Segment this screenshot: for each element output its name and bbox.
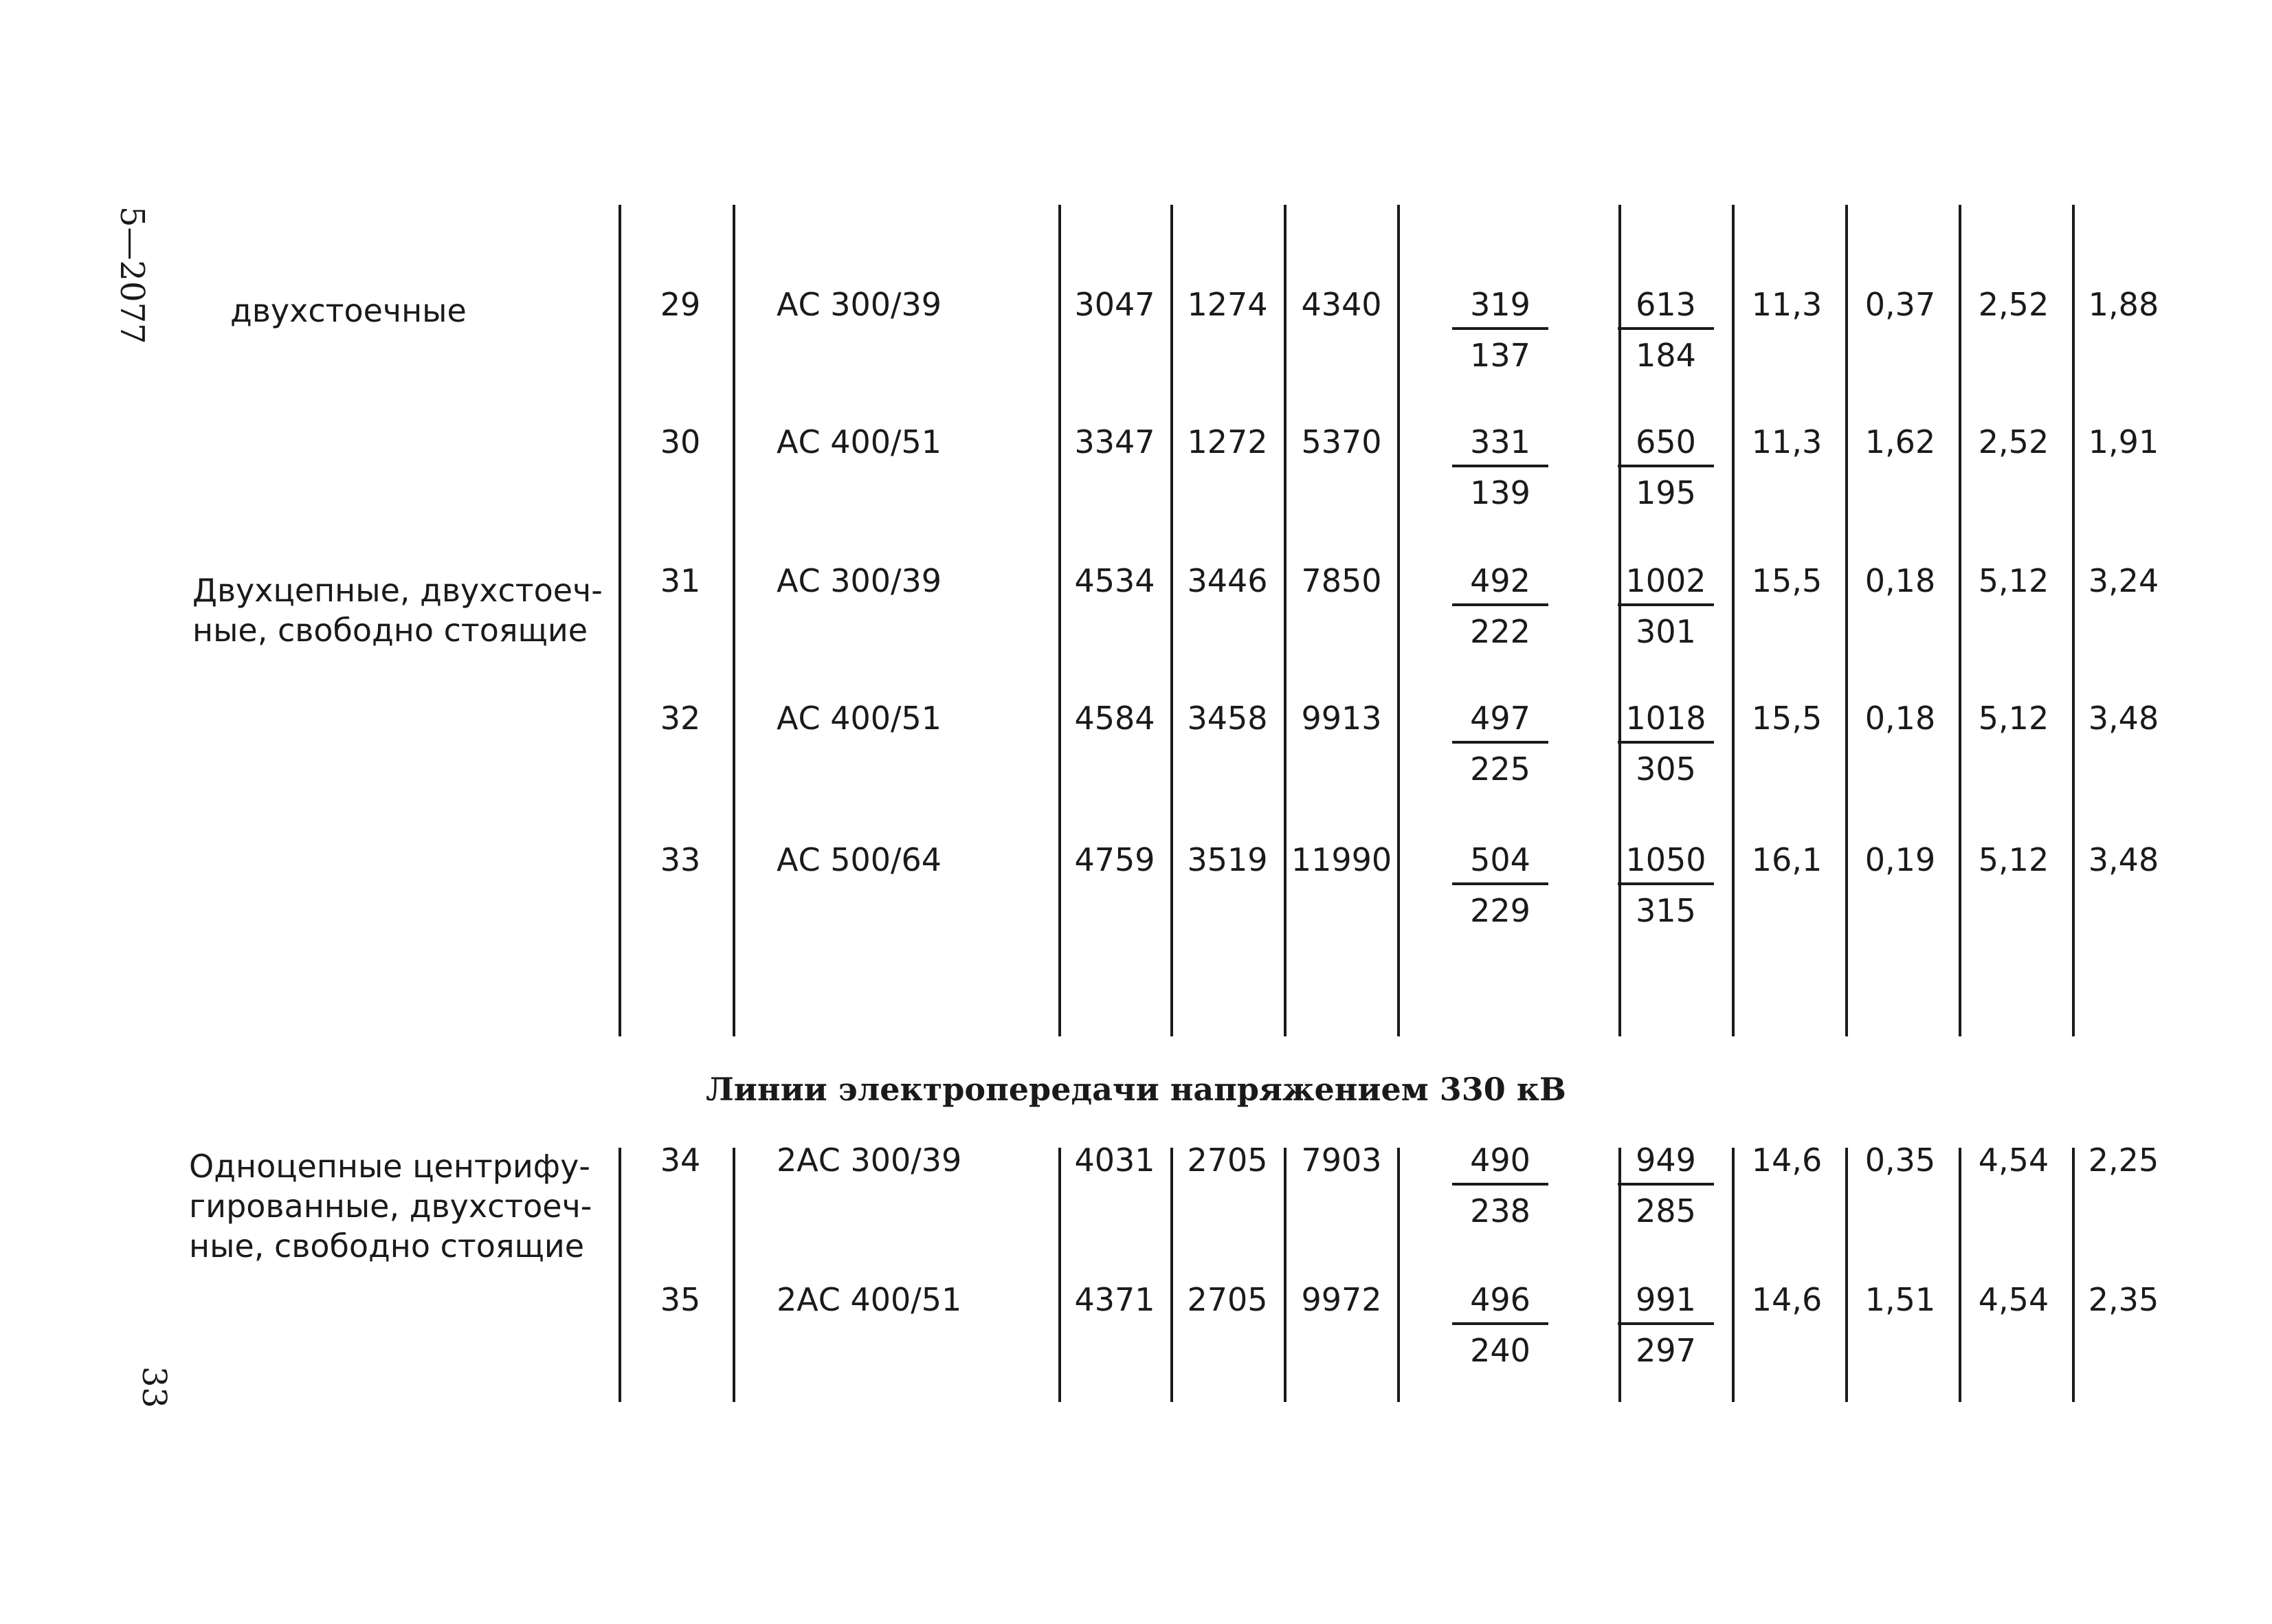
cell-c7: 3,24 bbox=[2088, 562, 2159, 599]
cell-c4: 15,5 bbox=[1751, 700, 1823, 737]
cell-c7: 1,88 bbox=[2088, 286, 2159, 323]
group-label: двухстоечные bbox=[230, 292, 467, 329]
fraction-numerator: 497 bbox=[1452, 702, 1548, 744]
cell-c1: 4031 bbox=[1074, 1142, 1155, 1179]
fraction-f1 bbox=[1452, 423, 1548, 511]
cell-c5: 0,37 bbox=[1864, 286, 1936, 323]
cell-wire: АС 300/39 bbox=[777, 562, 942, 599]
cell-no: 30 bbox=[660, 423, 701, 460]
column-rule bbox=[1845, 1148, 1848, 1402]
fraction-numerator: 991 bbox=[1618, 1284, 1714, 1325]
cell-c7: 3,48 bbox=[2088, 700, 2159, 737]
page-number: 33 bbox=[135, 1366, 173, 1409]
fraction-denominator: 301 bbox=[1636, 613, 1696, 650]
cell-c6: 4,54 bbox=[1978, 1142, 2049, 1179]
cell-c2: 3446 bbox=[1187, 562, 1268, 599]
cell-c4: 15,5 bbox=[1751, 562, 1823, 599]
margin-code: 5—2077 bbox=[113, 206, 151, 344]
fraction-denominator: 238 bbox=[1470, 1192, 1530, 1230]
cell-no: 35 bbox=[660, 1281, 701, 1318]
column-rule bbox=[619, 205, 621, 1036]
fraction-numerator: 613 bbox=[1618, 289, 1714, 330]
cell-c2: 1272 bbox=[1187, 423, 1268, 460]
fraction-denominator: 184 bbox=[1636, 337, 1696, 374]
cell-wire: АС 500/64 bbox=[777, 841, 942, 878]
cell-c2: 2705 bbox=[1187, 1142, 1268, 1179]
column-rule bbox=[733, 205, 735, 1036]
column-rule bbox=[1732, 1148, 1735, 1402]
fraction-numerator: 492 bbox=[1452, 565, 1548, 606]
cell-c1: 3047 bbox=[1074, 286, 1155, 323]
column-rule bbox=[733, 1148, 735, 1402]
cell-c1: 3347 bbox=[1074, 423, 1155, 460]
column-rule bbox=[1170, 205, 1173, 1036]
column-rule bbox=[1959, 205, 1961, 1036]
cell-c4: 16,1 bbox=[1751, 841, 1823, 878]
fraction-f2 bbox=[1618, 286, 1714, 374]
fraction-f1 bbox=[1452, 700, 1548, 788]
fraction-f2 bbox=[1618, 562, 1714, 650]
fraction-f1 bbox=[1452, 1281, 1548, 1369]
cell-c6: 5,12 bbox=[1978, 562, 2049, 599]
column-rule bbox=[2072, 205, 2075, 1036]
fraction-denominator: 315 bbox=[1636, 892, 1696, 929]
cell-c4: 14,6 bbox=[1751, 1281, 1823, 1318]
fraction-f2 bbox=[1618, 1142, 1714, 1230]
cell-c6: 2,52 bbox=[1978, 286, 2049, 323]
cell-no: 31 bbox=[660, 562, 701, 599]
cell-wire: 2АС 300/39 bbox=[777, 1142, 962, 1179]
fraction-denominator: 297 bbox=[1636, 1332, 1696, 1369]
column-rule bbox=[1959, 1148, 1961, 1402]
fraction-f1 bbox=[1452, 1142, 1548, 1230]
cell-c2: 2705 bbox=[1187, 1281, 1268, 1318]
cell-c7: 3,48 bbox=[2088, 841, 2159, 878]
cell-c4: 14,6 bbox=[1751, 1142, 1823, 1179]
cell-wire: АС 400/51 bbox=[777, 423, 942, 460]
cell-c1: 4584 bbox=[1074, 700, 1155, 737]
cell-c3: 7850 bbox=[1301, 562, 1382, 599]
cell-c3: 9913 bbox=[1301, 700, 1382, 737]
cell-c5: 0,18 bbox=[1864, 700, 1936, 737]
cell-c3: 11990 bbox=[1291, 841, 1392, 878]
fraction-denominator: 285 bbox=[1636, 1192, 1696, 1230]
cell-no: 34 bbox=[660, 1142, 701, 1179]
fraction-numerator: 490 bbox=[1452, 1144, 1548, 1186]
cell-c6: 5,12 bbox=[1978, 841, 2049, 878]
section-title: Линии электропередачи напряжением 330 кВ bbox=[706, 1071, 1566, 1108]
cell-c3: 7903 bbox=[1301, 1142, 1382, 1179]
fraction-denominator: 222 bbox=[1470, 613, 1530, 650]
cell-wire: 2АС 400/51 bbox=[777, 1281, 962, 1318]
fraction-numerator: 1002 bbox=[1618, 565, 1714, 606]
column-rule bbox=[1058, 1148, 1061, 1402]
group-label: Одноцепные центрифу- гированные, двухстоеч- ные, свободно стоящие bbox=[189, 1148, 592, 1265]
fraction-numerator: 504 bbox=[1452, 844, 1548, 885]
fraction-numerator: 496 bbox=[1452, 1284, 1548, 1325]
cell-c5: 1,51 bbox=[1864, 1281, 1936, 1318]
fraction-f1 bbox=[1452, 841, 1548, 929]
cell-c7: 1,91 bbox=[2088, 423, 2159, 460]
fraction-numerator: 319 bbox=[1452, 289, 1548, 330]
fraction-f2 bbox=[1618, 700, 1714, 788]
cell-c7: 2,35 bbox=[2088, 1281, 2159, 1318]
cell-c5: 0,19 bbox=[1864, 841, 1936, 878]
fraction-numerator: 1018 bbox=[1618, 702, 1714, 744]
cell-wire: АС 400/51 bbox=[777, 700, 942, 737]
fraction-numerator: 949 bbox=[1618, 1144, 1714, 1186]
cell-c2: 1274 bbox=[1187, 286, 1268, 323]
cell-c6: 5,12 bbox=[1978, 700, 2049, 737]
cell-c2: 3458 bbox=[1187, 700, 1268, 737]
fraction-f2 bbox=[1618, 1281, 1714, 1369]
column-rule bbox=[2072, 1148, 2075, 1402]
column-rule bbox=[1397, 1148, 1400, 1402]
fraction-numerator: 331 bbox=[1452, 426, 1548, 467]
column-rule bbox=[619, 1148, 621, 1402]
cell-c4: 11,3 bbox=[1751, 423, 1823, 460]
fraction-denominator: 229 bbox=[1470, 892, 1530, 929]
column-rule bbox=[1845, 205, 1848, 1036]
cell-no: 33 bbox=[660, 841, 701, 878]
fraction-denominator: 240 bbox=[1470, 1332, 1530, 1369]
cell-wire: АС 300/39 bbox=[777, 286, 942, 323]
cell-c3: 4340 bbox=[1301, 286, 1382, 323]
fraction-f1 bbox=[1452, 562, 1548, 650]
cell-c5: 0,35 bbox=[1864, 1142, 1936, 1179]
cell-c3: 9972 bbox=[1301, 1281, 1382, 1318]
column-rule bbox=[1397, 205, 1400, 1036]
cell-c1: 4371 bbox=[1074, 1281, 1155, 1318]
fraction-f2 bbox=[1618, 841, 1714, 929]
cell-c1: 4759 bbox=[1074, 841, 1155, 878]
cell-c5: 1,62 bbox=[1864, 423, 1936, 460]
column-rule bbox=[1284, 1148, 1287, 1402]
cell-c6: 2,52 bbox=[1978, 423, 2049, 460]
cell-c4: 11,3 bbox=[1751, 286, 1823, 323]
fraction-f2 bbox=[1618, 423, 1714, 511]
column-rule bbox=[1170, 1148, 1173, 1402]
cell-c2: 3519 bbox=[1187, 841, 1268, 878]
group-label: Двухцепные, двухстоеч- ные, свободно стоящие bbox=[192, 572, 603, 649]
column-rule bbox=[1732, 205, 1735, 1036]
fraction-denominator: 137 bbox=[1470, 337, 1530, 374]
column-rule bbox=[1284, 205, 1287, 1036]
column-rule bbox=[1058, 205, 1061, 1036]
fraction-f1 bbox=[1452, 286, 1548, 374]
fraction-numerator: 650 bbox=[1618, 426, 1714, 467]
fraction-numerator: 1050 bbox=[1618, 844, 1714, 885]
cell-no: 29 bbox=[660, 286, 701, 323]
cell-c7: 2,25 bbox=[2088, 1142, 2159, 1179]
fraction-denominator: 195 bbox=[1636, 474, 1696, 511]
fraction-denominator: 225 bbox=[1470, 750, 1530, 788]
cell-c5: 0,18 bbox=[1864, 562, 1936, 599]
cell-c3: 5370 bbox=[1301, 423, 1382, 460]
fraction-denominator: 305 bbox=[1636, 750, 1696, 788]
cell-c1: 4534 bbox=[1074, 562, 1155, 599]
cell-no: 32 bbox=[660, 700, 701, 737]
fraction-denominator: 139 bbox=[1470, 474, 1530, 511]
cell-c6: 4,54 bbox=[1978, 1281, 2049, 1318]
